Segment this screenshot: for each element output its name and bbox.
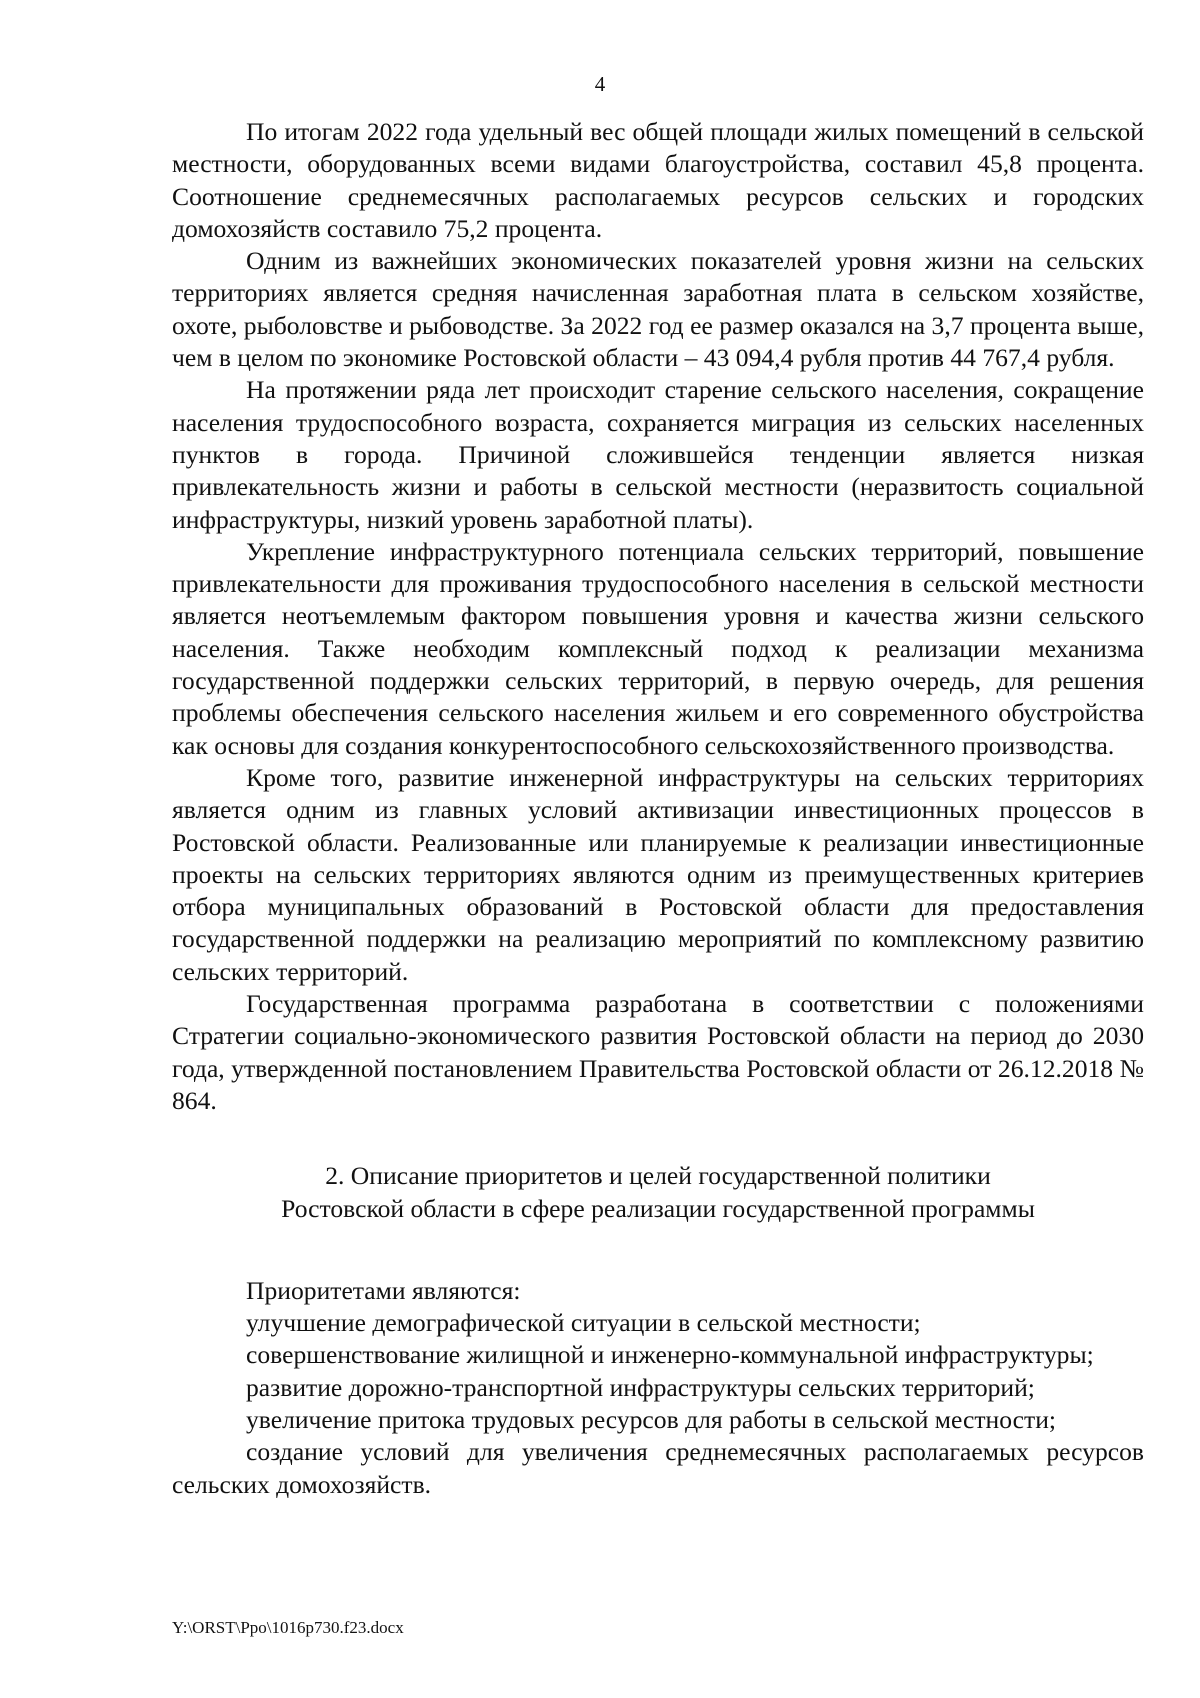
- priority-item: развитие дорожно-транспортной инфраструктуры сельских территорий;: [246, 1372, 1035, 1402]
- paragraph-wages: Одним из важнейших экономических показателей уровня жизни на сельских территориях является средняя начисленная заработная плата в сельском хозяйстве, охоте, рыболовстве и рыбоводстве. За 2022 год ее размер оказался на 3,7 процента выше, чем в целом по экономике Ростовской области – 43 094,4 рубля против 44 767,4 рубля.: [172, 246, 1144, 373]
- section-heading: [172, 1160, 1144, 1225]
- section-heading-line-1: 2. Описание приоритетов и целей государственной политики: [325, 1161, 991, 1191]
- paragraph-investment: Кроме того, развитие инженерной инфраструктуры на сельских территориях является одним из главных условий активизации инвестиционных процессов в Ростовской области. Реализованные или планируемые к реализации инвестиционные проекты на сельских территориях являются одним из преимущественных критериев отбора муниципальных образований в Ростовской области для предоставления государственной поддержки на реализацию мероприятий по комплексному развитию сельских территорий.: [172, 762, 1144, 986]
- paragraph-population: На протяжении ряда лет происходит старение сельского населения, сокращение населения трудоспособного возраста, сохраняется миграция из сельских населенных пунктов в города. Причиной сложившейся тенденции является низкая привлекательность жизни и работы в сельской местности (неразвитость социальной инфраструктуры, низкий уровень заработной платы).: [172, 375, 1144, 534]
- priority-item: создание условий для увеличения среднемесячных располагаемых ресурсов сельских домохозяйств.: [172, 1437, 1144, 1499]
- priority-item: улучшение демографической ситуации в сельской местности;: [246, 1308, 921, 1338]
- page-number: 4: [594, 72, 606, 96]
- priority-item: совершенствование жилищной и инженерно-коммунальной инфраструктуры;: [246, 1340, 1094, 1370]
- priority-item: увеличение притока трудовых ресурсов для работы в сельской местности;: [246, 1404, 1057, 1434]
- footer-file-path: Y:\ORST\Ppo\1016p730.f23.docx: [172, 1618, 404, 1637]
- paragraph-infrastructure: Укрепление инфраструктурного потенциала сельских территорий, повышение привлекательности для проживания трудоспособного населения в сельской местности является неотъемлемым фактором повышения уровня и качества жизни сельского населения. Также необходим комплексный подход к реализации механизма государственной поддержки сельских территорий, в первую очередь, для решения проблемы обеспечения сельского населения жильем и его современного обустройства как основы для создания конкурентоспособного сельскохозяйственного производства.: [172, 536, 1144, 760]
- document-body: [172, 116, 1144, 1501]
- paragraph-strategy: Государственная программа разработана в соответствии с положениями Стратегии социально-экономического развития Ростовской области на период до 2030 года, утвержденной постановлением Правительства Ростовской области от 26.12.2018 № 864.: [172, 989, 1144, 1115]
- section-heading-line-2: Ростовской области в сфере реализации государственной программы: [281, 1193, 1035, 1223]
- paragraph-housing: По итогам 2022 года удельный вес общей площади жилых помещений в сельской местности, оборудованных всеми видами благоустройства, составил 45,8 процента. Соотношение среднемесячных располагаемых ресурсов сельских и городских домохозяйств составило 75,2 процента.: [172, 117, 1144, 243]
- priorities-intro: Приоритетами являются:: [246, 1275, 521, 1305]
